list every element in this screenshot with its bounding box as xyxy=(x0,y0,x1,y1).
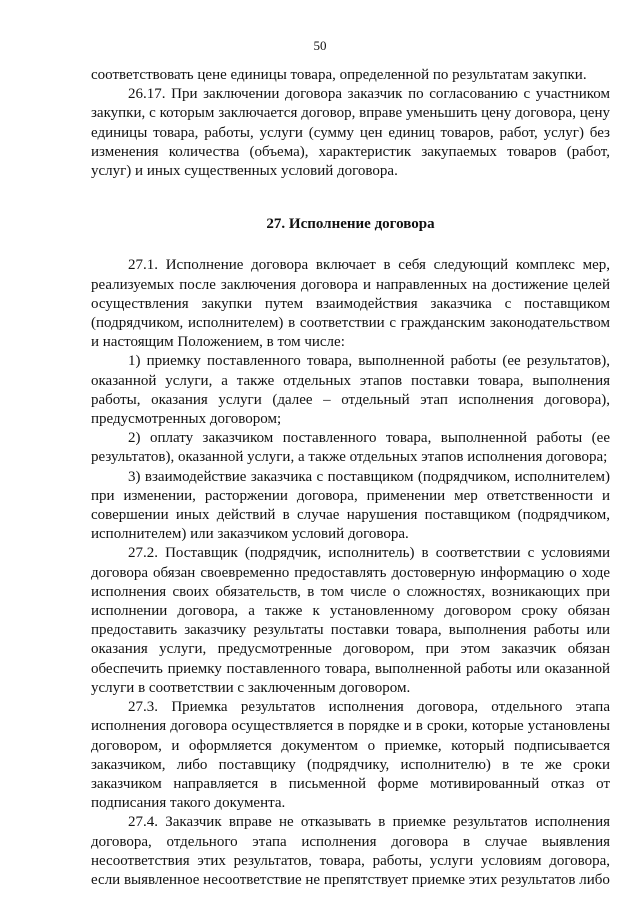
paragraph-27-1: 27.1. Исполнение договора включает в себя следующий комплекс мер, реализуемых после заключения договора и направленных на достижение целей осуществления закупки путем взаимодействия заказчика с поставщиком (подрядчиком, исполнителем) в соответствии с гражданским законодательством и настоящим Положением, в том числе: xyxy=(91,257,610,351)
list-item-1: 1) приемку поставленного товара, выполненной работы (ее результатов), оказанной услуги, а также отдельных этапов поставки товара, выполнения работы, оказания услуги (далее – отдельный этап исполнения договора), предусмотренных договором; xyxy=(91,353,610,428)
list-item-3: 3) взаимодействие заказчика с поставщиком (подрядчиком, исполнителем) при изменении, расторжении договора, применении мер ответственности и совершении иных действий в случае нарушения поставщиком (подрядчиком, исполнителем) или заказчиком условий договора. xyxy=(91,468,610,543)
document-body xyxy=(91,66,610,890)
page-number: 50 xyxy=(313,38,327,53)
list-item-2: 2) оплату заказчиком поставленного товара, выполненной работы (ее результатов), оказанной услуги, а также отдельных этапов исполнения договора; xyxy=(91,430,610,466)
paragraph-27-2: 27.2. Поставщик (подрядчик, исполнитель) в соответствии с условиями договора обязан своевременно предоставлять достоверную информацию о ходе исполнения своих обязательств, в том числе о сложностях, возникающих при исполнении договора, а также к установленному договором сроку обязан предоставить заказчику результаты поставки товара, выполнения работы или оказания услуги, предусмотренные договором, при этом заказчик обязан обеспечить приемку поставленного товара, выполненной работы или оказанной услуги в соответствии с заключенным договором. xyxy=(91,545,610,696)
paragraph-27-3: 27.3. Приемка результатов исполнения договора, отдельного этапа исполнения договора осуществляется в порядке и в сроки, которые установлены договором, и оформляется документом о приемке, который подписывается заказчиком, либо поставщику (подрядчику, исполнителю) в те же сроки заказчиком направляется в письменной форме мотивированный отказ от подписания такого документа. xyxy=(91,699,610,812)
paragraph-27-4: 27.4. Заказчик вправе не отказывать в приемке результатов исполнения договора, отдельного этапа исполнения договора в случае выявления несоответствия этих результатов, товара, работы, услуги условиям договора, если выявленное несоответствие не препятствует приемке этих результатов либо xyxy=(91,814,610,888)
paragraph-continuation: соответствовать цене единицы товара, определенной по результатам закупки. xyxy=(91,67,587,83)
section-heading: 27. Исполнение договора xyxy=(266,216,435,233)
paragraph-26-17: 26.17. При заключении договора заказчик по согласованию с участником закупки, с которым заключается договор, вправе уменьшить цену договора, цену единицы товара, работы, услуги (сумму цен единиц товаров, работ, услуг) без изменения количества (объема), характеристик закупаемых товаров (работ, услуг) и иных существенных условий договора. xyxy=(91,86,610,180)
